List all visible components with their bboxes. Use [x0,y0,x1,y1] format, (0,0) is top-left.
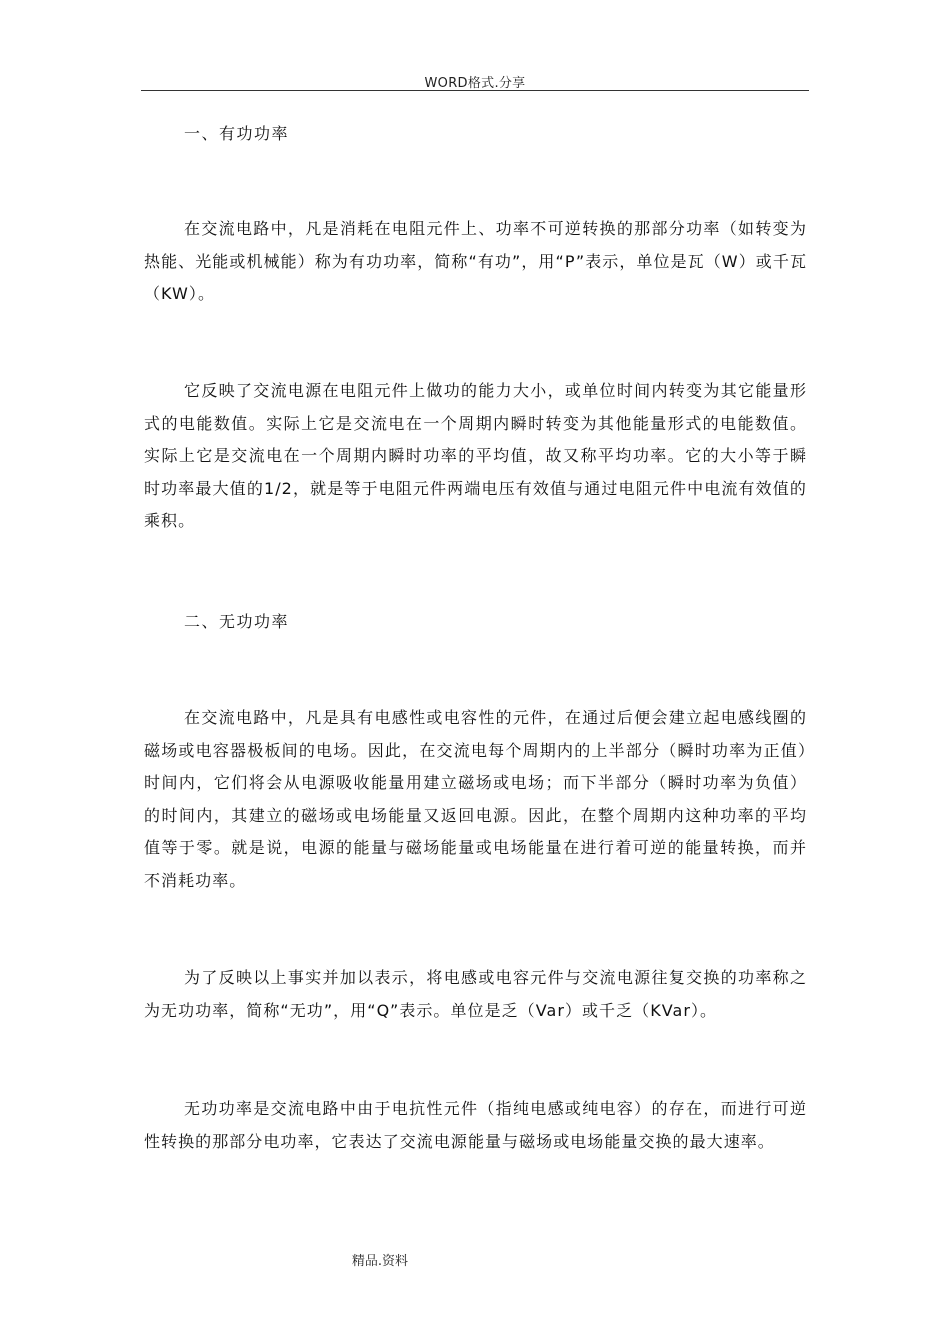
paragraph-reactive-power-definition: 为了反映以上事实并加以表示，将电感或电容元件与交流电源往复交换的功率称之为无功功率，简称“无功”，用“Q”表示。单位是乏（Var）或千乏（KVar）。 [144,968,807,1020]
paragraph-reactive-power-summary: 无功功率是交流电路中由于电抗性元件（指纯电感或纯电容）的存在，而进行可逆性转换的那部分电功率，它表达了交流电源能量与磁场或电场能量交换的最大速率。 [144,1099,807,1151]
paragraph-active-power-explanation: 它反映了交流电源在电阻元件上做功的能力大小，或单位时间内转变为其它能量形式的电能数值。实际上它是交流电在一个周期内瞬时转变为其他能量形式的电能数值。实际上它是交流电在一个周期内瞬时功率的平均值，故又称平均功率。它的大小等于瞬时功率最大值的1/2，就是等于电阻元件两端电压有效值与通过电阻元件中电流有效值的乘积。 [144,381,807,530]
page-footer: 精品.资料 [351,1254,409,1269]
header-divider [141,90,809,91]
paragraph-active-power-definition: 在交流电路中，凡是消耗在电阻元件上、功率不可逆转换的那部分功率（如转变为热能、光能或机械能）称为有功功率，简称“有功”，用“P”表示，单位是瓦（W）或千瓦（KW）。 [144,219,807,303]
section-heading-active-power: 一、有功功率 [184,124,290,143]
section-heading-reactive-power: 二、无功功率 [184,612,290,631]
paragraph-reactive-power-mechanism: 在交流电路中，凡是具有电感性或电容性的元件，在通过后便会建立起电感线圈的磁场或电容器极板间的电场。因此，在交流电每个周期内的上半部分（瞬时功率为正值）时间内，它们将会从电源吸收能量用建立磁场或电场；而下半部分（瞬时功率为负值）的时间内，其建立的磁场或电场能量又返回电源。因此，在整个周期内这种功率的平均值等于零。就是说，电源的能量与磁场能量或电场能量在进行着可逆的能量转换，而并不消耗功率。 [144,708,807,890]
page-header: WORD格式.分享 [424,76,526,91]
